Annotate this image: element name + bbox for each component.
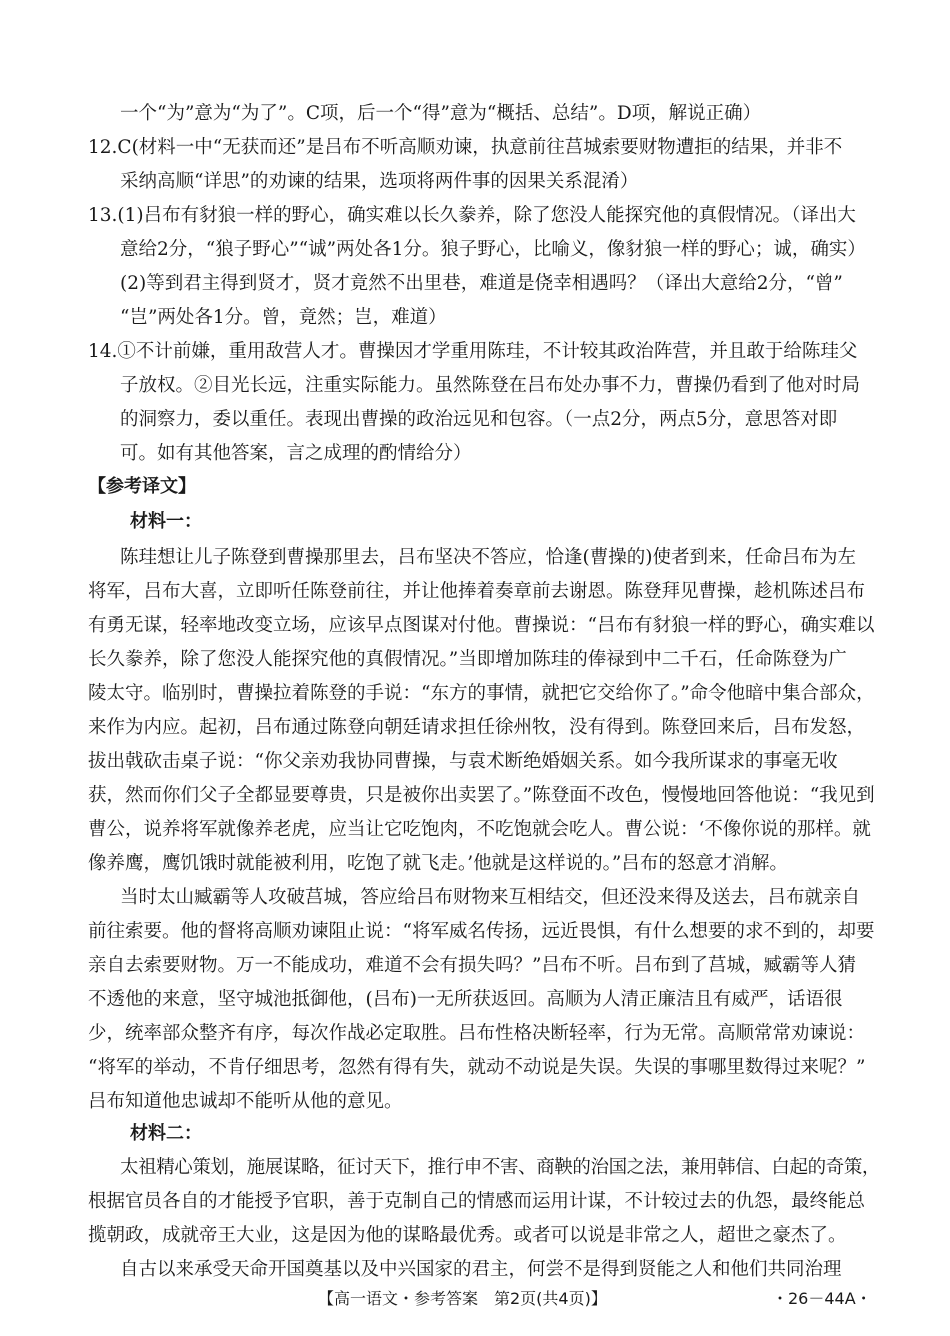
q14-answer-line-4: 可。如有其他答案，言之成理的酌情给分） bbox=[120, 443, 472, 464]
material-one-p1-line: 拔出戟砍击桌子说：“你父亲劝我协同曹操，与袁术断绝婚姻关系。如今我所谋求的事毫无收 bbox=[88, 751, 838, 772]
material-one-p1-line: 陈珪想让儿子陈登到曹操那里去，吕布坚决不答应，恰逢(曹操的)使者到来，任命吕布为左 bbox=[120, 547, 856, 568]
material-two-p1-line: 太祖精心策划，施展谋略，征讨天下，推行申不害、商鞅的治国之法，兼用韩信、白起的奇策， bbox=[120, 1157, 881, 1178]
material-one-p2-line: 当时太山臧霸等人攻破莒城，答应给吕布财物来互相结交，但还没来得及送去，吕布就亲自 bbox=[120, 887, 861, 908]
q13-answer-line-3: (2)等到君主得到贤才，贤才竟然不出里巷，难道是侥幸相遇吗？（译出大意给2分，“曾” bbox=[120, 273, 843, 294]
q14-answer-line-3: 的洞察力，委以重任。表现出曹操的政治远见和包容。（一点2分，两点5分，意思答对即 bbox=[120, 409, 838, 430]
material-one-p1-line: 将军，吕布大喜，立即听任陈登前往，并让他捧着奏章前去谢恩。陈登拜见曹操，趁机陈述吕布 bbox=[88, 581, 866, 602]
material-one-p1-line: 曹公，说养将军就像养老虎，应当让它吃饱肉，不吃饱就会吃人。曹公说：‘不像你说的那样。就 bbox=[88, 819, 871, 840]
q12-answer-line-2: 采纳高顺“详思”的劝谏的结果，选项将两件事的因果关系混淆） bbox=[120, 171, 639, 192]
material-two-p1-line: 揽朝政，成就帝王大业，这是因为他的谋略最优秀。或者可以说是非常之人，超世之豪杰了。 bbox=[88, 1225, 847, 1246]
material-one-p1-line: 获，然而你们父子全都显要尊贵，只是被你出卖罢了。”陈登面不改色，慢慢地回答他说：“我见到 bbox=[88, 785, 875, 806]
material-one-p2-line: “将军的举动，不肯仔细思考，忽然有得有失，就动不动说是失误。失误的事哪里数得过来呢？” bbox=[88, 1057, 866, 1078]
material-one-p1-line: 来作为内应。起初，吕布通过陈登向朝廷请求担任徐州牧，没有得到。陈登回来后，吕布发怒， bbox=[88, 717, 866, 738]
q14-answer-line-1: 14.①不计前嫌，重用敌营人才。曹操因才学重用陈珪，不计较其政治阵营，并且敢于给陈珪父 bbox=[88, 341, 858, 362]
q13-answer-line-1: 13.(1)吕布有豺狼一样的野心，确实难以长久豢养，除了您没人能探究他的真假情况。（译出大 bbox=[88, 205, 856, 226]
q13-answer-line-2: 意给2分，“狼子野心”“诚”两处各1分。狼子野心，比喻义，像豺狼一样的野心；诚，确实） bbox=[120, 239, 866, 260]
material-one-p1-line: 像养鹰，鹰饥饿时就能被利用，吃饱了就飞走。’他就是这样说的。”吕布的怒意才消解。 bbox=[88, 853, 788, 874]
material-two-p2-line: 自古以来承受天命开国奠基以及中兴国家的君主，何尝不是得到贤能之人和他们共同治理 bbox=[120, 1259, 842, 1280]
material-one-p1-line: 陵太守。临别时，曹操拉着陈登的手说：“东方的事情，就把它交给你了。”命令他暗中集合部众， bbox=[88, 683, 875, 704]
material-one-p2-line: 不透他的来意，坚守城池抵御他，(吕布)一无所获返回。高顺为人清正廉洁且有威严，话语很 bbox=[88, 989, 843, 1010]
page-footer: 【高一语文・参考答案 第2页(共4页)】 bbox=[318, 1289, 607, 1308]
translation-heading: 【参考译文】 bbox=[88, 476, 196, 497]
material-one-p2-line: 亲自去索要财物。万一不能成功，难道不会有损失吗？”吕布不听。吕布到了莒城，臧霸等人猜 bbox=[88, 955, 856, 976]
material-one-p2-line: 少，统率部众整齐有序，每次作战必定取胜。吕布性格决断轻率，行为无常。高顺常常劝谏说： bbox=[88, 1023, 866, 1044]
material-one-p1-line: 有勇无谋，轻率地改变立场，应该早点图谋对付他。曹操说：“吕布有豺狼一样的野心，确实难以 bbox=[88, 615, 875, 636]
material-one-label: 材料一： bbox=[130, 511, 202, 532]
page-code: ・26－44A・ bbox=[772, 1289, 872, 1308]
q14-answer-line-2: 子放权。②目光长远，注重实际能力。虽然陈登在吕布处办事不力，曹操仍看到了他对时局 bbox=[120, 375, 861, 396]
material-one-p2-line: 吕布知道他忠诚却不能听从他的意见。 bbox=[88, 1091, 403, 1112]
q11-answer-tail: 一个“为”意为“为了”。C项，后一个“得”意为“概括、总结”。D项，解说正确） bbox=[120, 103, 762, 124]
material-one-p2-line: 前往索要。他的督将高顺劝谏阻止说：“将军威名传扬，远近畏惧，有什么想要的求不到的，却要 bbox=[88, 921, 875, 942]
material-two-label: 材料二： bbox=[130, 1123, 202, 1144]
q13-answer-line-4: “岂”两处各1分。曾，竟然；岂，难道） bbox=[120, 307, 447, 328]
material-one-p1-line: 长久豢养，除了您没人能探究他的真假情况。”当即增加陈珪的俸禄到中二千石，任命陈登为广 bbox=[88, 649, 847, 670]
q12-answer-line-1: 12.C(材料一中“无获而还”是吕布不听高顺劝谏，执意前往莒城索要财物遭拒的结果，并非不 bbox=[88, 137, 843, 158]
material-two-p1-line: 根据官员各自的才能授予官职，善于克制自己的情感而运用计谋，不计较过去的仇怨，最终能总 bbox=[88, 1191, 866, 1212]
